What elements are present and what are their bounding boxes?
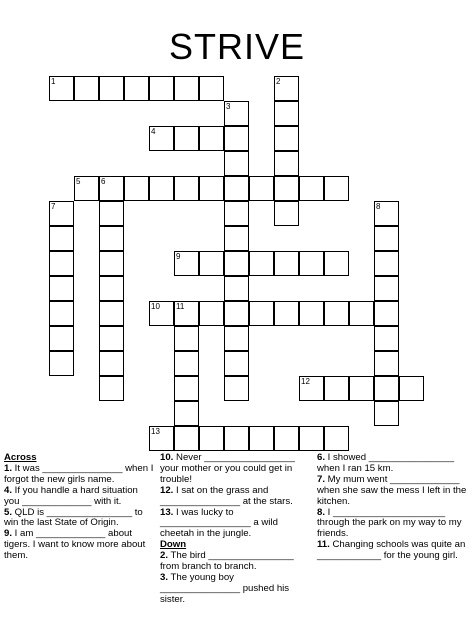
grid-cell[interactable] — [99, 376, 124, 401]
grid-cell[interactable] — [349, 301, 374, 326]
grid-cell[interactable] — [174, 126, 199, 151]
grid-cell[interactable] — [249, 176, 274, 201]
grid-cell[interactable] — [224, 176, 249, 201]
grid-cell[interactable] — [274, 301, 299, 326]
grid-cell[interactable] — [249, 251, 274, 276]
grid-cell[interactable] — [374, 251, 399, 276]
grid-cell[interactable] — [99, 251, 124, 276]
grid-cell[interactable] — [274, 176, 299, 201]
clue-item — [317, 475, 469, 508]
grid-cell[interactable] — [274, 251, 299, 276]
grid-cell[interactable] — [124, 76, 149, 101]
grid-cell[interactable] — [299, 426, 324, 451]
grid-cell[interactable] — [124, 176, 149, 201]
grid-cell[interactable] — [299, 301, 324, 326]
grid-cell[interactable] — [224, 426, 249, 451]
clue-text: I am _____________ about tigers. I want to know more about them. — [4, 528, 146, 562]
grid-cell[interactable] — [324, 376, 349, 401]
clue-text: I showed ________________ when I ran 15 km. — [317, 452, 455, 474]
grid-cell[interactable] — [199, 301, 224, 326]
clue-number: 12 — [301, 377, 310, 386]
grid-cell[interactable] — [324, 251, 349, 276]
clue-number-label: 3. — [160, 571, 169, 583]
clue-number: 5 — [76, 177, 81, 186]
grid-cell[interactable] — [399, 376, 424, 401]
clue-number: 2 — [276, 77, 281, 86]
grid-cell[interactable] — [199, 251, 224, 276]
grid-cell[interactable] — [349, 376, 374, 401]
grid-cell[interactable] — [224, 251, 249, 276]
grid-cell[interactable] — [199, 76, 224, 101]
grid-cell[interactable] — [224, 126, 249, 151]
clue-text: My mum went _____________ when she saw the mess I left in the kitchen. — [317, 473, 467, 507]
grid-cell[interactable] — [374, 276, 399, 301]
grid-cell[interactable] — [274, 101, 299, 126]
clue-text: QLD is ________________ to win the last State of Origin. — [4, 506, 143, 529]
grid-cell[interactable] — [374, 351, 399, 376]
grid-cell[interactable] — [49, 251, 74, 276]
clue-number: 3 — [226, 102, 231, 111]
grid-cell[interactable] — [149, 176, 174, 201]
clue-item — [317, 453, 469, 475]
clue-item — [160, 573, 312, 606]
clue-item — [160, 453, 312, 486]
clue-number-label: 5. — [4, 506, 13, 518]
grid-cell[interactable] — [174, 326, 199, 351]
clue-item — [4, 464, 156, 486]
grid-cell[interactable] — [199, 176, 224, 201]
clue-number-label: 11. — [317, 539, 330, 551]
clues-column-3 — [317, 453, 469, 562]
clue-number: 7 — [51, 202, 56, 211]
grid-cell[interactable] — [174, 176, 199, 201]
clue-number-label: 6. — [317, 452, 326, 463]
clue-number: 11 — [176, 302, 185, 311]
grid-cell[interactable] — [49, 326, 74, 351]
clue-number-label: 1. — [4, 462, 13, 474]
clue-text: I _____________________ through the park on my way to my friends. — [317, 506, 462, 540]
clue-text: It was _______________ when I forgot the new girls name. — [4, 462, 154, 485]
grid-cell[interactable] — [374, 326, 399, 351]
clue-item — [160, 486, 312, 508]
grid-cell[interactable] — [49, 276, 74, 301]
grid-cell[interactable] — [274, 126, 299, 151]
grid-cell[interactable] — [224, 351, 249, 376]
clue-item — [160, 551, 312, 573]
grid-cell[interactable] — [99, 351, 124, 376]
clue-number: 13 — [151, 427, 160, 436]
grid-cell[interactable] — [99, 226, 124, 251]
grid-cell[interactable] — [99, 201, 124, 226]
clue-number: 10 — [151, 302, 160, 311]
grid-cell[interactable] — [174, 401, 199, 426]
grid-cell[interactable] — [299, 176, 324, 201]
grid-cell[interactable] — [174, 351, 199, 376]
clue-item — [4, 508, 156, 530]
clue-number-label: 10. — [160, 452, 174, 463]
clue-text: Never _________________ your mother or you could get in trouble! — [160, 452, 295, 485]
grid-cell[interactable] — [374, 376, 399, 401]
grid-cell[interactable] — [249, 426, 274, 451]
grid-cell[interactable] — [224, 276, 249, 301]
grid-cell[interactable] — [174, 426, 199, 451]
grid-cell[interactable] — [174, 76, 199, 101]
grid-cell[interactable] — [99, 276, 124, 301]
clue-number: 1 — [51, 77, 56, 86]
clue-number-label: 4. — [4, 484, 13, 496]
grid-cell[interactable] — [249, 301, 274, 326]
clue-item — [160, 508, 312, 541]
clues-column-2 — [160, 453, 312, 606]
clue-number: 4 — [151, 127, 156, 136]
clue-number-label: 13. — [160, 506, 174, 518]
grid-cell[interactable] — [74, 76, 99, 101]
grid-cell[interactable] — [99, 76, 124, 101]
clue-number-label: 7. — [317, 473, 326, 485]
grid-cell[interactable] — [324, 176, 349, 201]
clue-number-label: 9. — [4, 528, 13, 540]
grid-cell[interactable] — [274, 426, 299, 451]
grid-cell[interactable] — [224, 301, 249, 326]
across-heading: Across — [4, 452, 37, 463]
clue-text: The young boy _______________ pushed his sister. — [160, 571, 290, 605]
clue-number: 8 — [376, 202, 381, 211]
grid-cell[interactable] — [299, 251, 324, 276]
grid-cell[interactable] — [374, 401, 399, 426]
grid-cell[interactable] — [199, 126, 224, 151]
clue-text: I sat on the grass and _______________ at the stars. — [160, 484, 293, 507]
clue-text: I was lucky to _________________ a wild cheetah in the jungle. — [160, 506, 278, 540]
grid-cell[interactable] — [224, 201, 249, 226]
grid-cell[interactable] — [49, 301, 74, 326]
clue-number-label: 12. — [160, 484, 174, 496]
clue-text: Changing schools was quite an ____________ for the young girl. — [317, 539, 466, 562]
clue-item — [317, 540, 469, 562]
grid-cell[interactable] — [224, 151, 249, 176]
grid-cell[interactable] — [199, 426, 224, 451]
grid-cell[interactable] — [99, 326, 124, 351]
grid-cell[interactable] — [174, 376, 199, 401]
clue-item — [4, 486, 156, 508]
grid-cell[interactable] — [324, 301, 349, 326]
grid-cell[interactable] — [274, 201, 299, 226]
grid-cell[interactable] — [274, 151, 299, 176]
clue-item — [4, 529, 156, 562]
grid-cell[interactable] — [324, 426, 349, 451]
clue-number: 6 — [101, 177, 106, 186]
clue-text: If you handle a hard situation you _____________ with it. — [4, 484, 138, 507]
grid-cell[interactable] — [224, 226, 249, 251]
grid-cell[interactable] — [374, 226, 399, 251]
grid-cell[interactable] — [49, 226, 74, 251]
clue-text: The bird ________________ from branch to branch. — [160, 550, 294, 573]
grid-cell[interactable] — [49, 351, 74, 376]
puzzle-title: STRIVE — [168, 26, 306, 67]
clue-number: 9 — [176, 252, 181, 261]
clue-number-label: 8. — [317, 506, 326, 518]
down-heading: Down — [160, 539, 187, 551]
grid-cell[interactable] — [224, 376, 249, 401]
grid-cell[interactable] — [224, 326, 249, 351]
clues-column-1 — [4, 453, 156, 562]
clue-number-label: 2. — [160, 550, 169, 562]
grid-cell[interactable] — [374, 301, 399, 326]
grid-cell[interactable] — [99, 301, 124, 326]
grid-cell[interactable] — [149, 76, 174, 101]
clue-item — [317, 508, 469, 541]
